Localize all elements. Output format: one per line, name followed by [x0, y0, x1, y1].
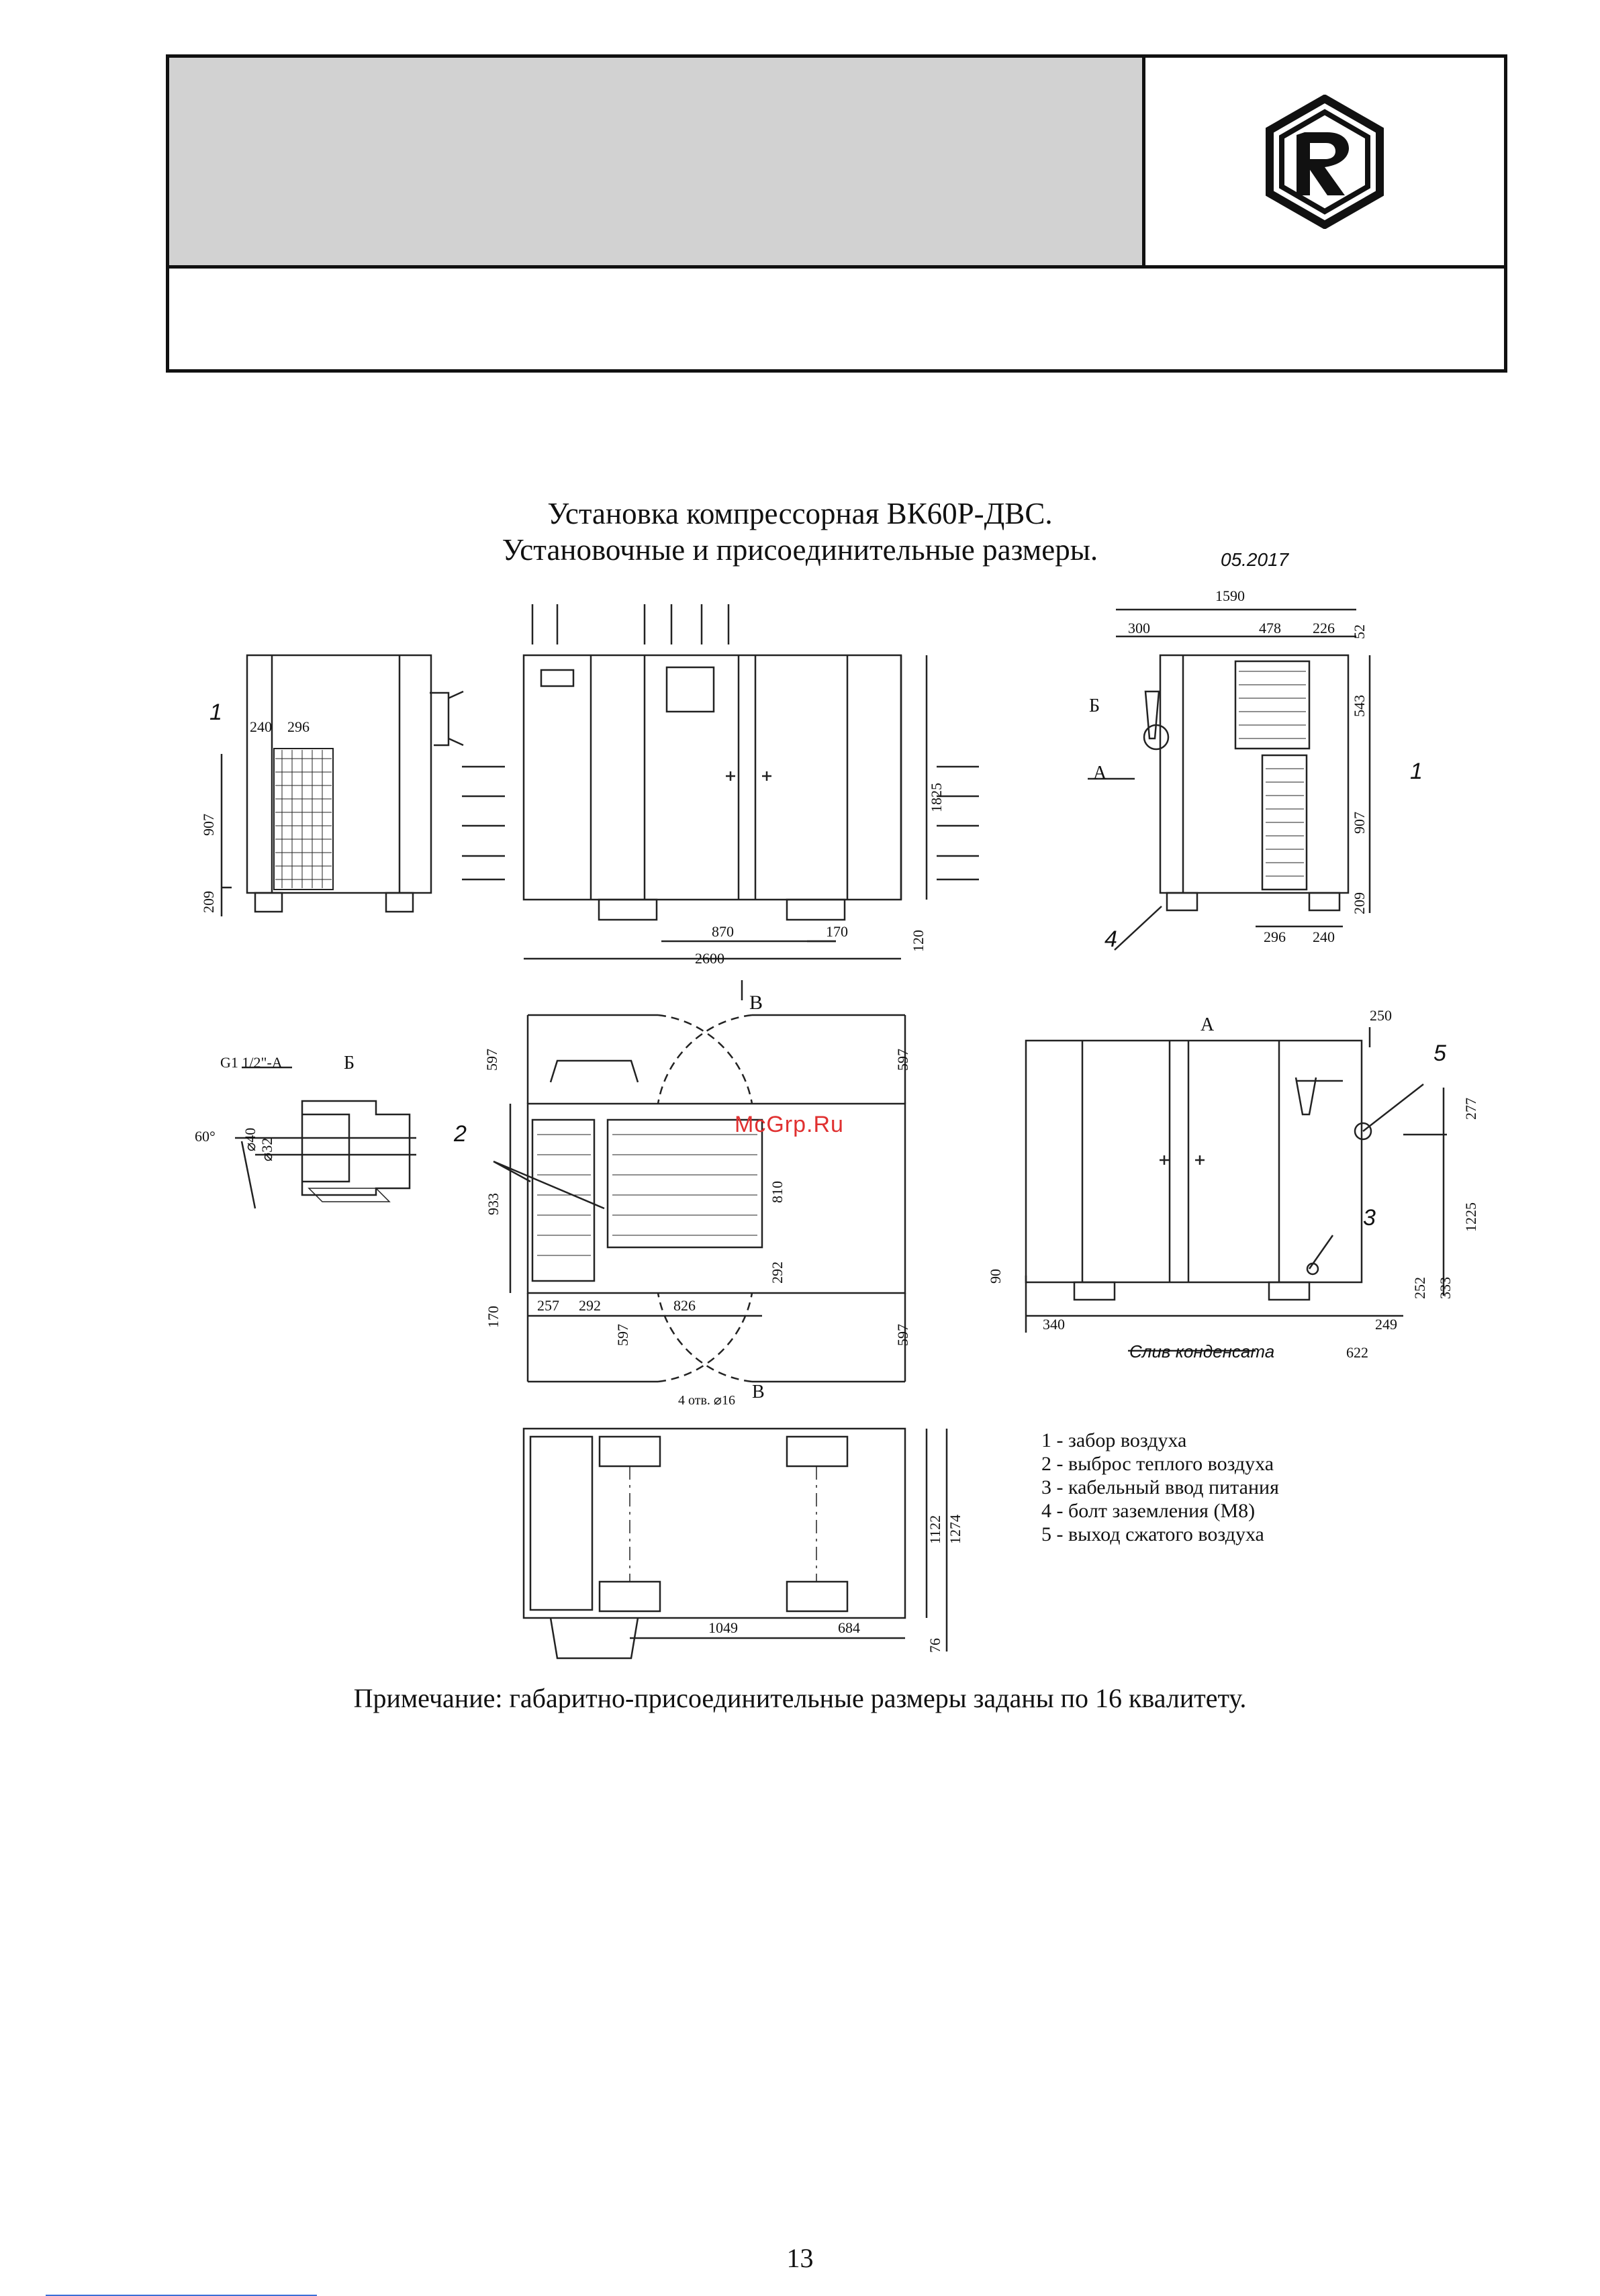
- right-dim-543: 543: [1351, 695, 1368, 717]
- bottom-dim-1049: 1049: [708, 1619, 738, 1636]
- top-dim-597-upper-right: 597: [894, 1049, 911, 1071]
- rear-dim-90: 90: [987, 1269, 1004, 1284]
- title-line-2: Установочные и присоединительные размеры.: [502, 533, 1098, 567]
- right-dim-209: 209: [1351, 892, 1368, 914]
- right-dim-226: 226: [1313, 620, 1335, 636]
- left-side-view: [222, 655, 463, 916]
- rear-drain-label: Слив конденсата: [1129, 1341, 1275, 1361]
- front-view: [462, 604, 979, 1000]
- right-dim-1590: 1590: [1215, 587, 1245, 604]
- rear-view-leader-5: 5: [1433, 1041, 1446, 1066]
- top-dim-597-lower-right: 597: [894, 1324, 911, 1346]
- legend-item-1: 1 - забор воздуха: [1041, 1429, 1187, 1451]
- rear-dim-250: 250: [1370, 1007, 1392, 1024]
- rear-dim-333: 333: [1437, 1277, 1454, 1299]
- rear-dim-277: 277: [1462, 1098, 1479, 1120]
- right-dim-907: 907: [1351, 812, 1368, 834]
- top-dim-597-lower-left: 597: [614, 1324, 631, 1346]
- left-view-leader-1: 1: [209, 700, 222, 725]
- front-dim-1825: 1825: [928, 783, 945, 812]
- top-plan-view: [493, 1015, 905, 1382]
- rear-view-leader-3: 3: [1363, 1205, 1376, 1231]
- top-dim-933: 933: [485, 1193, 502, 1215]
- note: Примечание: габаритно-присоединительные размеры заданы по 16 квалитету.: [353, 1683, 1247, 1713]
- bottom-view-title-b: В: [752, 1382, 765, 1402]
- front-dim-120: 120: [910, 930, 927, 952]
- bottom-holes-label: 4 отв. ⌀16: [678, 1393, 735, 1408]
- rear-view-title-a: А: [1201, 1014, 1215, 1035]
- legend-item-2: 2 - выброс теплого воздуха: [1041, 1453, 1274, 1475]
- rear-dim-622: 622: [1346, 1344, 1368, 1361]
- drawing-date: 05.2017: [1221, 549, 1289, 570]
- right-view-leader-1: 1: [1410, 759, 1423, 784]
- front-arrow-label-v: В: [749, 992, 763, 1014]
- top-dim-292: 292: [579, 1297, 601, 1314]
- top-dim-170: 170: [485, 1306, 502, 1328]
- legend-item-3: 3 - кабельный ввод питания: [1041, 1476, 1279, 1498]
- bottom-dim-684: 684: [838, 1619, 860, 1636]
- rear-dim-340: 340: [1043, 1316, 1065, 1333]
- bottom-dim-1122: 1122: [927, 1515, 943, 1544]
- top-dim-597-upper-left: 597: [483, 1049, 500, 1071]
- legend-item-4: 4 - болт заземления (М8): [1041, 1500, 1256, 1522]
- left-dim-240: 240: [250, 718, 272, 735]
- top-dim-826: 826: [673, 1297, 696, 1314]
- right-dim-300: 300: [1128, 620, 1150, 636]
- front-dim-870: 870: [712, 923, 734, 940]
- left-dim-209: 209: [200, 891, 217, 913]
- detail-title-b: Б: [344, 1053, 355, 1073]
- right-dim-296: 296: [1264, 928, 1286, 945]
- detail-thread-label: G1 1/2"-А: [220, 1054, 283, 1071]
- top-dim-292-right: 292: [769, 1261, 786, 1284]
- right-view-label-b: Б: [1089, 696, 1100, 716]
- front-dim-2600: 2600: [695, 950, 724, 967]
- detail-dia-32: ⌀32: [258, 1137, 275, 1161]
- rear-view-a: [1026, 1027, 1447, 1351]
- right-view-leader-4: 4: [1104, 926, 1117, 952]
- rear-dim-249: 249: [1375, 1316, 1397, 1333]
- bottom-dim-76: 76: [927, 1638, 943, 1653]
- left-dim-907: 907: [200, 814, 217, 836]
- bottom-dim-1274: 1274: [947, 1515, 963, 1544]
- rear-dim-252: 252: [1411, 1277, 1428, 1299]
- title-line-1: Установка компрессорная ВК60Р-ДВС.: [547, 497, 1053, 530]
- left-dim-296: 296: [287, 718, 310, 735]
- right-dim-52: 52: [1351, 624, 1368, 639]
- legend: [1041, 1429, 1279, 1546]
- right-dim-240: 240: [1313, 928, 1335, 945]
- front-dim-170: 170: [826, 923, 848, 940]
- rear-dim-1225: 1225: [1462, 1202, 1479, 1232]
- right-side-view: [1088, 610, 1370, 950]
- legend-item-5: 5 - выход сжатого воздуха: [1041, 1523, 1264, 1545]
- detail-dia-40: ⌀40: [242, 1127, 258, 1151]
- right-view-label-a: А: [1093, 763, 1107, 783]
- top-view-leader-2: 2: [454, 1121, 467, 1147]
- right-dim-478: 478: [1259, 620, 1281, 636]
- top-dim-257: 257: [537, 1297, 559, 1314]
- detail-angle: 60°: [195, 1128, 216, 1145]
- top-dim-810: 810: [769, 1181, 786, 1203]
- watermark: McGrp.Ru: [735, 1112, 844, 1137]
- page-number: 13: [786, 2243, 814, 2273]
